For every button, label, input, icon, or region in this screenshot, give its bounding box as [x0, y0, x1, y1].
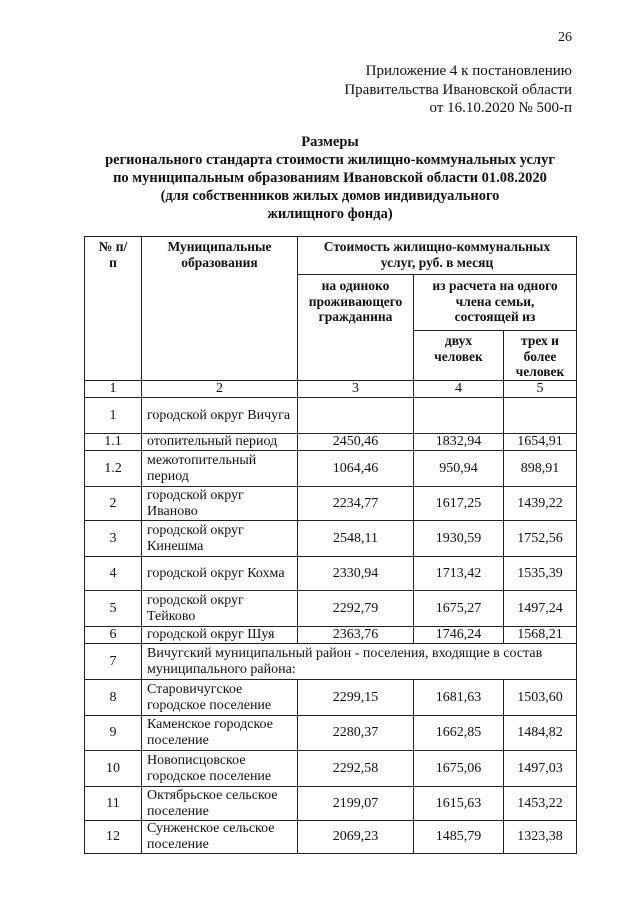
- cost-three-plus-persons: 1752,56: [504, 521, 577, 557]
- row-municipality: городской округ Тейково: [142, 591, 298, 627]
- row-municipality: городской округ Кинешма: [142, 521, 298, 557]
- title-line-1: Размеры: [301, 134, 359, 150]
- column-number: 5: [504, 381, 577, 398]
- cost-three-plus-persons: 1497,03: [504, 751, 577, 787]
- cost-two-persons: 950,94: [414, 451, 504, 487]
- cost-three-plus-persons: 1323,38: [504, 821, 577, 854]
- row-number: 7: [85, 644, 142, 680]
- cost-single: 2548,11: [298, 521, 414, 557]
- cost-three-plus-persons: [504, 398, 577, 434]
- appendix-line-1: Приложение 4 к постановлению: [365, 63, 572, 79]
- header-municipality: Муниципальные образования: [142, 237, 298, 381]
- cost-single: 2450,46: [298, 434, 414, 451]
- row-number: 4: [85, 557, 142, 591]
- title-line-4: (для собственников жилых домов индивидуального: [160, 188, 500, 204]
- row-municipality: городской округ Кохма: [142, 557, 298, 591]
- cost-two-persons: 1675,27: [414, 591, 504, 627]
- row-number: 1.2: [85, 451, 142, 487]
- row-municipality: Октябрьское сельское поселение: [142, 787, 298, 821]
- cost-three-plus-persons: 1497,24: [504, 591, 577, 627]
- title-line-3: по муниципальным образованиям Ивановской области 01.08.2020: [113, 170, 547, 186]
- table-row: [85, 751, 577, 787]
- cost-two-persons: 1485,79: [414, 821, 504, 854]
- column-number: 1: [85, 381, 142, 398]
- row-number: 9: [85, 716, 142, 751]
- row-number: 2: [85, 487, 142, 521]
- cost-three-plus-persons: 1439,22: [504, 487, 577, 521]
- cost-single: 1064,46: [298, 451, 414, 487]
- cost-two-persons: 1662,85: [414, 716, 504, 751]
- cost-single: 2292,79: [298, 591, 414, 627]
- title-line-5: жилищного фонда): [267, 206, 393, 222]
- page-number: 26: [558, 30, 572, 45]
- header-number: № п/п: [85, 237, 142, 381]
- table-row: [85, 716, 577, 751]
- row-section-title: Вичугский муниципальный район - поселения, входящие в состав муниципального района:: [142, 644, 577, 680]
- table-row: [85, 557, 577, 591]
- table-row: [85, 787, 577, 821]
- cost-two-persons: 1615,63: [414, 787, 504, 821]
- appendix-reference: [344, 62, 572, 118]
- row-municipality: межотопительный период: [142, 451, 298, 487]
- row-municipality: Новописцовское городское поселение: [142, 751, 298, 787]
- header-per-member: из расчета на одного члена семьи, состоящей из: [414, 275, 577, 331]
- appendix-line-3: от 16.10.2020 № 500-п: [429, 100, 572, 116]
- cost-single: 2292,58: [298, 751, 414, 787]
- cost-single: 2234,77: [298, 487, 414, 521]
- row-number: 12: [85, 821, 142, 854]
- row-municipality: городской округ Иваново: [142, 487, 298, 521]
- cost-two-persons: 1675,06: [414, 751, 504, 787]
- cost-single: 2069,23: [298, 821, 414, 854]
- cost-two-persons: [414, 398, 504, 434]
- cost-standard-table: [84, 236, 577, 854]
- cost-single: 2199,07: [298, 787, 414, 821]
- column-number: 4: [414, 381, 504, 398]
- table-row: [85, 398, 577, 434]
- row-municipality: Каменское городское поселение: [142, 716, 298, 751]
- header-single: на одиноко проживающего гражданина: [298, 275, 414, 381]
- cost-three-plus-persons: 1453,22: [504, 787, 577, 821]
- header-cost: Стоимость жилищно-коммунальных услуг, руб. в месяц: [298, 237, 577, 275]
- table-row: [85, 591, 577, 627]
- table-row: [85, 627, 577, 644]
- cost-three-plus-persons: 1535,39: [504, 557, 577, 591]
- row-number: 1: [85, 398, 142, 434]
- header-two-persons: двух человек: [414, 331, 504, 381]
- table-row: [85, 644, 577, 680]
- cost-three-plus-persons: 1654,91: [504, 434, 577, 451]
- row-municipality: Сунженское сельское поселение: [142, 821, 298, 854]
- column-number-row: [85, 381, 577, 398]
- header-three-plus-persons: трех и более человек: [504, 331, 577, 381]
- column-number: 3: [298, 381, 414, 398]
- table-row: [85, 451, 577, 487]
- row-number: 3: [85, 521, 142, 557]
- cost-two-persons: 1713,42: [414, 557, 504, 591]
- cost-two-persons: 1930,59: [414, 521, 504, 557]
- row-municipality: городской округ Шуя: [142, 627, 298, 644]
- title-line-2: регионального стандарта стоимости жилищно-коммунальных услуг: [105, 152, 555, 168]
- cost-two-persons: 1681,63: [414, 680, 504, 716]
- row-number: 10: [85, 751, 142, 787]
- cost-single: 2363,76: [298, 627, 414, 644]
- row-number: 6: [85, 627, 142, 644]
- table-row: [85, 821, 577, 854]
- table-row: [85, 521, 577, 557]
- row-number: 8: [85, 680, 142, 716]
- appendix-line-2: Правительства Ивановской области: [344, 81, 572, 98]
- cost-three-plus-persons: 898,91: [504, 451, 577, 487]
- row-municipality: Старовичугское городское поселение: [142, 680, 298, 716]
- cost-two-persons: 1617,25: [414, 487, 504, 521]
- cost-single: 2299,15: [298, 680, 414, 716]
- cost-single: [298, 398, 414, 434]
- cost-two-persons: 1832,94: [414, 434, 504, 451]
- cost-two-persons: 1746,24: [414, 627, 504, 644]
- cost-single: 2280,37: [298, 716, 414, 751]
- table-row: [85, 434, 577, 451]
- cost-single: 2330,94: [298, 557, 414, 591]
- column-number: 2: [142, 381, 298, 398]
- row-municipality: отопительный период: [142, 434, 298, 451]
- row-number: 5: [85, 591, 142, 627]
- row-number: 1.1: [85, 434, 142, 451]
- document-title: [60, 133, 600, 223]
- table-row: [85, 487, 577, 521]
- row-number: 11: [85, 787, 142, 821]
- cost-three-plus-persons: 1484,82: [504, 716, 577, 751]
- cost-three-plus-persons: 1503,60: [504, 680, 577, 716]
- row-municipality: городской округ Вичуга: [142, 398, 298, 434]
- table-row: [85, 680, 577, 716]
- cost-three-plus-persons: 1568,21: [504, 627, 577, 644]
